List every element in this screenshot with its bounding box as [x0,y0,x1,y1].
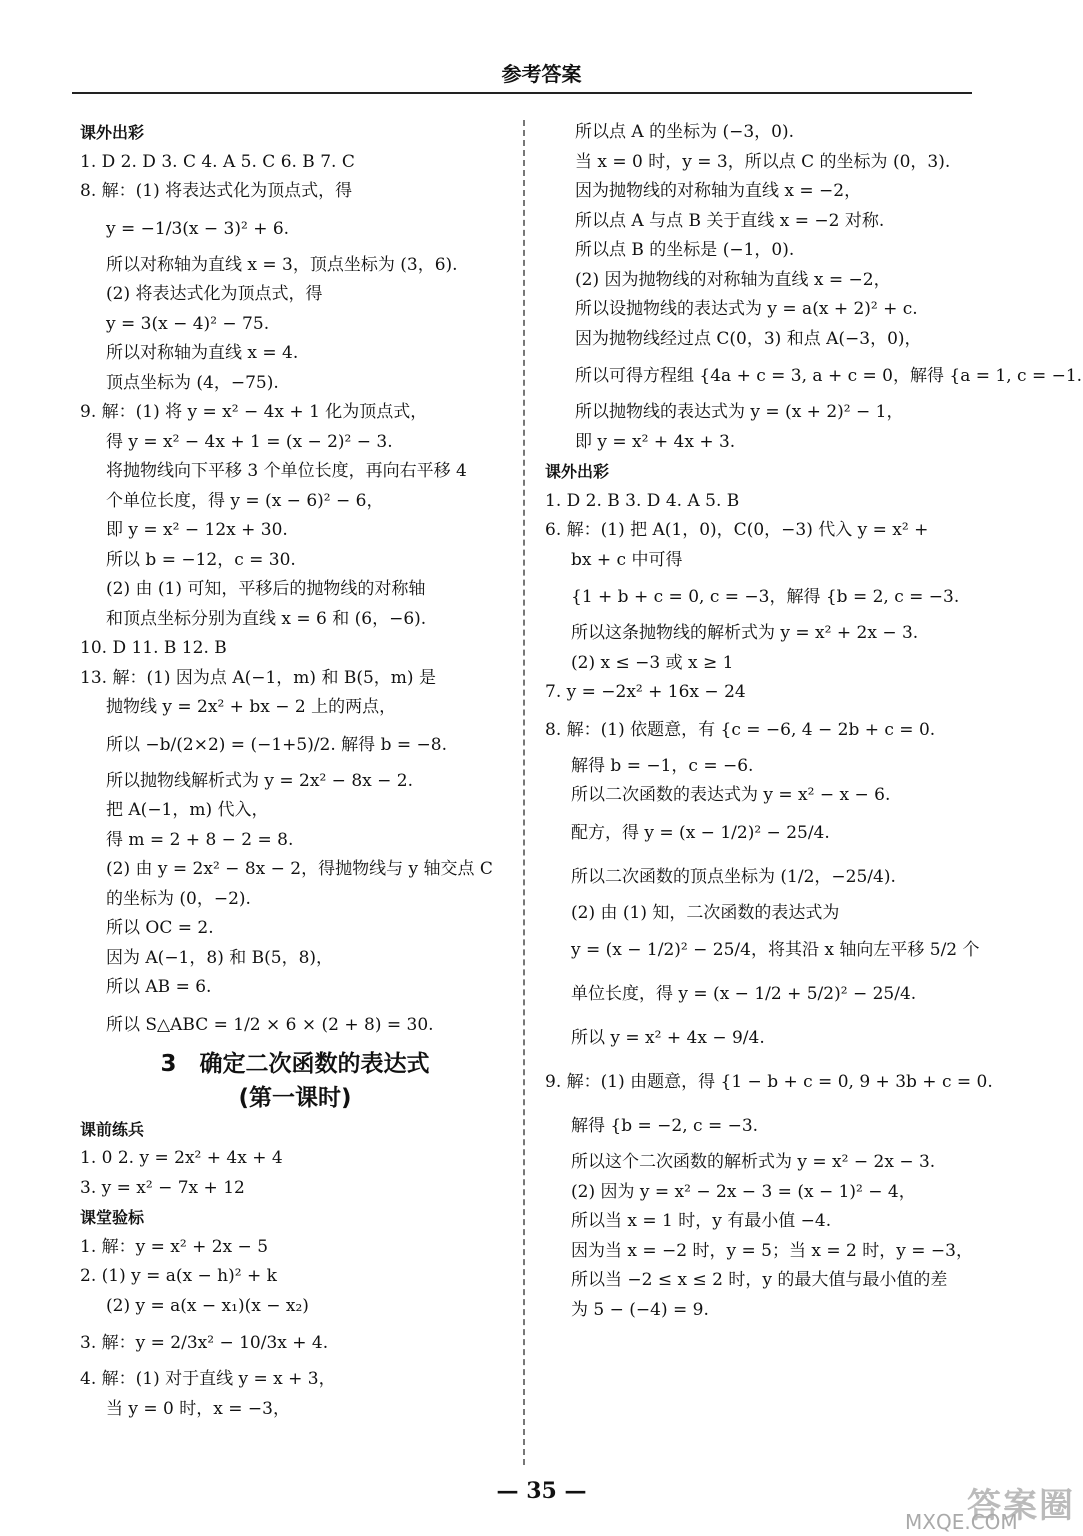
right-line: 所以点 B 的坐标是 (−1，0). [575,240,795,260]
left-line: 因为 A(−1，8) 和 B(5，8)， [106,947,334,968]
right-line: (2) x ≤ −3 或 x ≥ 1 [571,652,734,673]
right-line: 即 y = x² + 4x + 3. [575,431,736,452]
page-header-title: 参考答案 [501,62,582,86]
left-line: 把 A(−1，m) 代入， [106,800,269,820]
right-line: (2) 因为抛物线的对称轴为直线 x = −2， [575,269,891,290]
left-line: 所以 S△ABC = 1/2 × 6 × (2 + 8) = 30. [106,1014,434,1035]
left-line: y = −1/3(x − 3)² + 6. [106,218,290,239]
right-column [545,118,1083,1325]
right-line: 课外出彩 [545,462,610,481]
right-line: 解得 b = −1，c = −6. [571,755,754,776]
left-line: 4. 解：(1) 对于直线 y = x + 3， [80,1369,336,1389]
right-line: bx + c 中可得 [571,549,683,570]
left-line: 9. 解：(1) 将 y = x² − 4x + 1 化为顶点式， [80,402,428,422]
right-line: 7. y = −2x² + 16x − 24 [545,682,746,702]
left-line: 3. 解：y = 2/3x² − 10/3x + 4. [80,1333,329,1353]
right-line: 所以可得方程组 {4a + c = 3, a + c = 0，解得 {a = 1, c = −1. [575,366,1083,386]
left-line: 所以对称轴为直线 x = 3，顶点坐标为 (3，6). [106,254,458,275]
right-line: y = (x − 1/2)² − 25/4，将其沿 x 轴向左平移 5/2 个 [571,940,980,960]
right-line: 因为抛物线经过点 C(0，3) 和点 A(−3，0)， [575,328,922,349]
left-line: y = 3(x − 4)² − 75. [106,313,270,334]
left-line: 所以 −b/(2×2) = (−1+5)/2. 解得 b = −8. [106,734,447,755]
left-column [80,118,510,1424]
left-line: 1. 0 2. y = 2x² + 4x + 4 [80,1148,283,1168]
left-line: 当 y = 0 时，x = −3， [106,1398,290,1419]
right-line: 6. 解：(1) 把 A(1，0)，C(0，−3) 代入 y = x² + [545,520,929,540]
right-line: 所以这个二次函数的解析式为 y = x² − 2x − 3. [571,1152,936,1172]
right-line: 8. 解：(1) 依题意，有 {c = −6, 4 − 2b + c = 0. [545,719,936,740]
right-line: 当 x = 0 时，y = 3，所以点 C 的坐标为 (0，3). [575,151,951,172]
column-divider [523,120,525,1465]
right-line: 配方，得 y = (x − 1/2)² − 25/4. [571,822,830,843]
left-line: (第一课时) [238,1084,352,1111]
left-line: 13. 解：(1) 因为点 A(−1，m) 和 B(5，m) 是 [80,667,436,688]
left-line: 和顶点坐标分别为直线 x = 6 和 (6，−6). [106,608,427,629]
right-line: 因为抛物线的对称轴为直线 x = −2， [575,181,862,201]
left-line: 课前练兵 [80,1119,145,1139]
right-line: 9. 解：(1) 由题意，得 {1 − b + c = 0, 9 + 3b + c = 0. [545,1072,993,1092]
left-line: 即 y = x² − 12x + 30. [106,520,288,540]
left-line: 所以 OC = 2. [106,918,214,938]
right-line: 所以设抛物线的表达式为 y = a(x + 2)² + c. [575,299,918,319]
right-line: 所以当 x = 1 时，y 有最小值 −4. [571,1211,832,1231]
left-line: 所以 AB = 6. [106,977,212,997]
left-line: 1. D 2. D 3. C 4. A 5. C 6. B 7. C [80,151,355,172]
left-line: 3. y = x² − 7x + 12 [80,1177,245,1198]
right-line: 单位长度，得 y = (x − 1/2 + 5/2)² − 25/4. [571,984,917,1004]
right-line: 解得 {b = −2, c = −3. [571,1116,759,1136]
right-line: (2) 因为 y = x² − 2x − 3 = (x − 1)² − 4， [571,1181,916,1202]
watermark-logo: 答案圈 [967,1486,1075,1526]
right-line: 所以 y = x² + 4x − 9/4. [571,1028,765,1048]
left-line: 将抛物线向下平移 3 个单位长度，再向右平移 4 [106,461,467,481]
left-line: 得 y = x² − 4x + 1 = (x − 2)² − 3. [106,431,393,452]
right-line: 所以这条抛物线的解析式为 y = x² + 2x − 3. [571,623,919,643]
right-line: {1 + b + c = 0, c = −3，解得 {b = 2, c = −3. [571,587,960,607]
left-line: 顶点坐标为 (4，−75). [106,372,279,393]
left-line: (2) 由 (1) 可知，平移后的抛物线的对称轴 [106,579,426,599]
left-line: 所以抛物线解析式为 y = 2x² − 8x − 2. [106,770,414,791]
left-line: 课外出彩 [80,123,145,142]
left-line: (2) 将表达式化为顶点式，得 [106,284,323,304]
header-rule [72,92,972,94]
right-line: 所以点 A 与点 B 关于直线 x = −2 对称. [575,210,885,231]
left-line: 所以 b = −12，c = 30. [106,549,296,570]
right-line: 因为当 x = −2 时，y = 5；当 x = 2 时，y = −3， [571,1240,973,1261]
right-line: 为 5 − (−4) = 9. [571,1299,709,1320]
watermark-url: MXQE.COM [905,1510,1018,1534]
left-line: 3 确定二次函数的表达式 [160,1050,430,1077]
right-line: 所以抛物线的表达式为 y = (x + 2)² − 1， [575,402,904,422]
right-line: 所以点 A 的坐标为 (−3，0). [575,122,795,142]
right-line: 所以二次函数的表达式为 y = x² − x − 6. [571,785,891,805]
page-number: — 35 — [496,1478,587,1504]
right-line: 1. D 2. B 3. D 4. A 5. B [545,490,740,511]
left-line: 抛物线 y = 2x² + bx − 2 上的两点， [106,697,397,717]
left-line: 得 m = 2 + 8 − 2 = 8. [106,829,294,850]
left-line: 1. 解：y = x² + 2x − 5 [80,1236,269,1257]
left-line: 2. (1) y = a(x − h)² + k [80,1266,277,1286]
right-line: 所以当 −2 ≤ x ≤ 2 时，y 的最大值与最小值的差 [571,1270,948,1290]
right-line: (2) 由 (1) 知，二次函数的表达式为 [571,902,840,923]
left-line: 课堂验标 [80,1208,145,1227]
left-line: 个单位长度，得 y = (x − 6)² − 6， [106,490,384,511]
left-line: 10. D 11. B 12. B [80,638,227,658]
right-line: 所以二次函数的顶点坐标为 (1/2，−25/4). [571,866,896,887]
left-line: 8. 解：(1) 将表达式化为顶点式，得 [80,181,353,201]
left-line: 所以对称轴为直线 x = 4. [106,343,299,363]
left-line: (2) 由 y = 2x² − 8x − 2，得抛物线与 y 轴交点 C [106,859,493,879]
left-line: (2) y = a(x − x₁)(x − x₂) [106,1295,309,1316]
left-line: 的坐标为 (0，−2). [106,888,251,909]
